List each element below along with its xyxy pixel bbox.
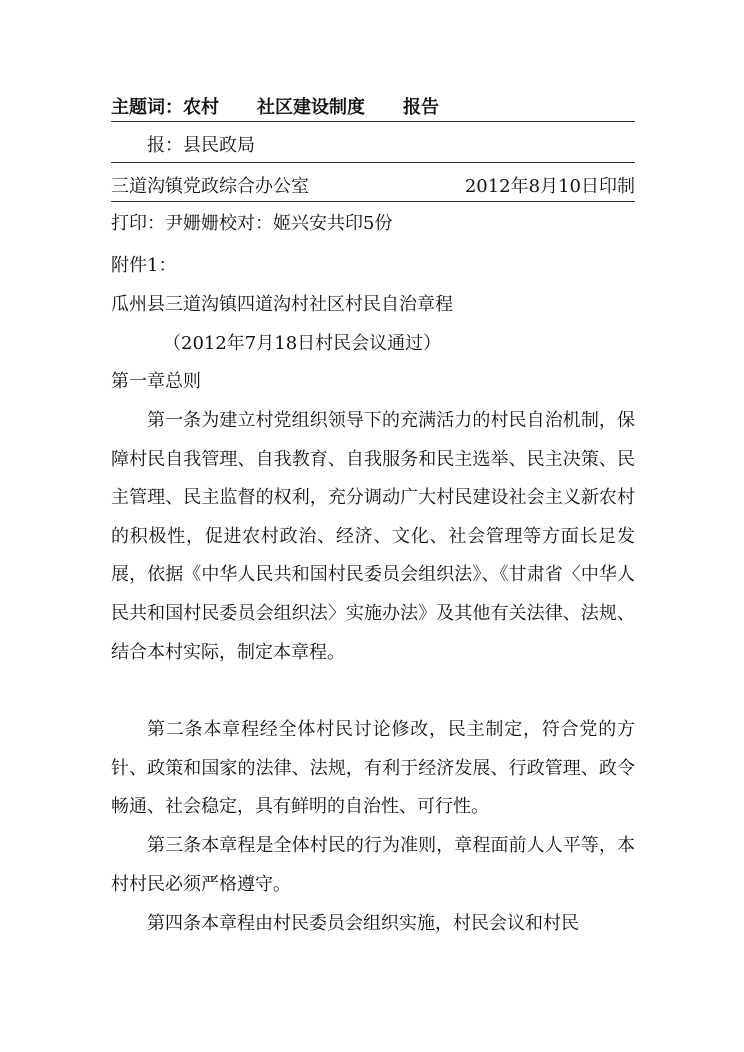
print-date: 2012年8月10日印制 [464, 176, 635, 197]
keyword-item: 农村 [183, 97, 219, 118]
divider [111, 201, 635, 202]
divider [111, 121, 635, 122]
article-paragraph: 第二条本章程经全体村民讨论修改，民主制定，符合党的方针、政策和国家的法律、法规，有利于经济发展、行政管理、政令畅通、社会稳定，具有鲜明的自治性、可行性。 [111, 719, 635, 818]
keywords-label: 主题词： [111, 97, 183, 118]
article-paragraph: 第三条本章程是全体村民的行为准则，章程面前人人平等，本村村民必须严格遵守。 [111, 835, 635, 895]
keyword-item: 报告 [403, 97, 439, 118]
print-info: 打印：尹姗姗校对：姬兴安共印5份 [111, 213, 393, 234]
divider [111, 162, 635, 163]
issuer-row [111, 175, 635, 199]
subject-keywords [111, 96, 635, 120]
attachment-label: 附件1： [111, 255, 177, 276]
keyword-item: 社区建设制度 [257, 97, 365, 118]
issuing-office: 三道沟镇党政综合办公室 [111, 176, 309, 197]
chapter-heading: 第一章总则 [111, 371, 201, 392]
article-paragraph: 第一条为建立村党组织领导下的充满活力的村民自治机制，保障村民自我管理、自我教育、自我服务和民主选举、民主决策、民主管理、民主监督的权利，充分调动广大村民建设社会主义新农村的积极性，促进农村政治、经济、文化、社会管理等方面长足发展，依据《中华人民共和国村民委员会组织法》、《甘肃省〈中华人民共和国村民委员会组织法〉实施办法》及其他有关法律、法规、结合本村实际，制定本章程。 [111, 410, 635, 663]
report-to: 报：县民政局 [147, 135, 255, 156]
document-subtitle: （2012年7月18日村民会议通过） [163, 333, 442, 354]
article-paragraph: 第四条本章程由村民委员会组织实施，村民会议和村民 [147, 913, 579, 934]
document-title: 瓜州县三道沟镇四道沟村社区村民自治章程 [111, 294, 453, 315]
